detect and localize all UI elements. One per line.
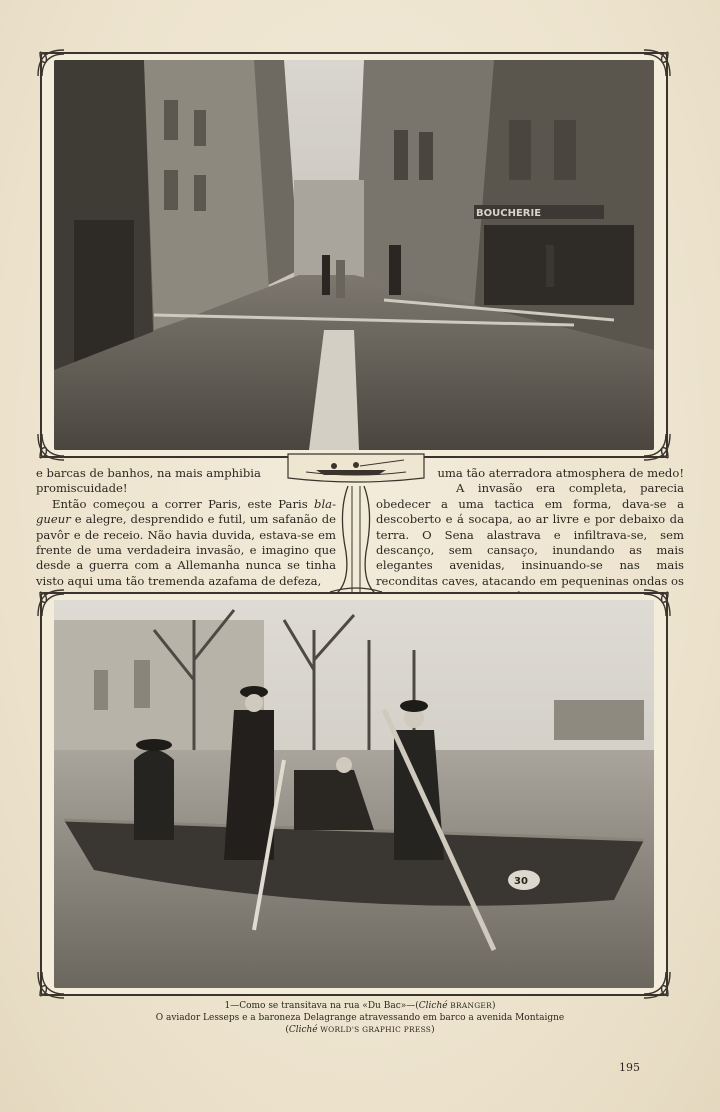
boat-avenue-illustration xyxy=(54,600,654,988)
right-column xyxy=(376,466,684,605)
top-photo-frame xyxy=(40,52,668,458)
left-paragraph-start: Então começou a correr Paris, este Paris xyxy=(52,496,315,511)
flooded-street-illustration xyxy=(54,60,654,450)
caption-line-1-end: ) xyxy=(492,1001,496,1011)
right-paragraph: A invasão era completa, parecia obedecer a uma tactica em forma, dava-se a descoberto e á socapa, ao ar livre e por debaixo da terra. O Sena alastrava e infiltrava-se, sem descanço, sem cansaço, inundando as mais elegantes avenidas, insinuando-se nas mais reconditas caves, atacando em pequeninas ondas os xyxy=(376,481,684,588)
frame-ornament-icon xyxy=(642,48,672,78)
caption-line-1 xyxy=(100,1000,620,1012)
caption-line-1-italic: Cliché xyxy=(418,1001,448,1011)
left-line-2: promiscuidade! xyxy=(36,481,128,496)
left-line-1: e barcas de banhos, na mais amphibia xyxy=(36,466,261,480)
left-paragraph-rest: e alegre, desprendido e futil, um safanão de pavôr e de receio. Não havia duvida, estava-se em frente de uma verdadeira invasão, e imagino que desde a guerra com a Allemanha nunca se tinha visto aqui uma tão tremenda azafama de defeza, xyxy=(36,512,336,588)
frame-ornament-icon xyxy=(36,48,66,78)
boat-avenue-photo xyxy=(54,600,654,988)
caption-line-1-text: 1—Como se transitava na rua «Du Bac»—( xyxy=(224,1001,419,1011)
frame-ornament-icon xyxy=(36,432,66,462)
left-column xyxy=(36,466,336,589)
bottom-photo-frame xyxy=(40,592,668,996)
boat-number: 30 xyxy=(514,876,528,887)
frame-ornament-icon xyxy=(36,970,66,1000)
frame-ornament-icon xyxy=(642,970,672,1000)
article-text xyxy=(36,466,684,588)
left-paragraph xyxy=(36,497,336,589)
caption-line-3 xyxy=(100,1024,620,1036)
frame-ornament-icon xyxy=(642,588,672,618)
frame-ornament-icon xyxy=(36,588,66,618)
photo-caption xyxy=(100,1000,620,1036)
frame-ornament-icon xyxy=(642,432,672,462)
caption-line-3-open: ( xyxy=(285,1025,289,1035)
left-paragraph-italic: bla-gueur xyxy=(36,496,336,527)
caption-line-3-close: ) xyxy=(431,1025,435,1035)
caption-line-1-credit: BRANGER xyxy=(447,1001,492,1010)
boucherie-sign: BOUCHERIE xyxy=(476,208,542,219)
page-number: 195 xyxy=(619,1061,640,1074)
caption-line-2: O aviador Lesseps e a baroneza Delagrange atravessando em barco a avenida Montaigne xyxy=(155,1013,565,1023)
caption-line-3-italic: Cliché xyxy=(288,1025,318,1035)
flooded-street-photo xyxy=(54,60,654,450)
right-line-1: uma tão aterradora atmosphera de medo! xyxy=(437,466,684,480)
caption-line-3-credit: WORLD'S GRAPHIC PRESS xyxy=(317,1025,432,1034)
